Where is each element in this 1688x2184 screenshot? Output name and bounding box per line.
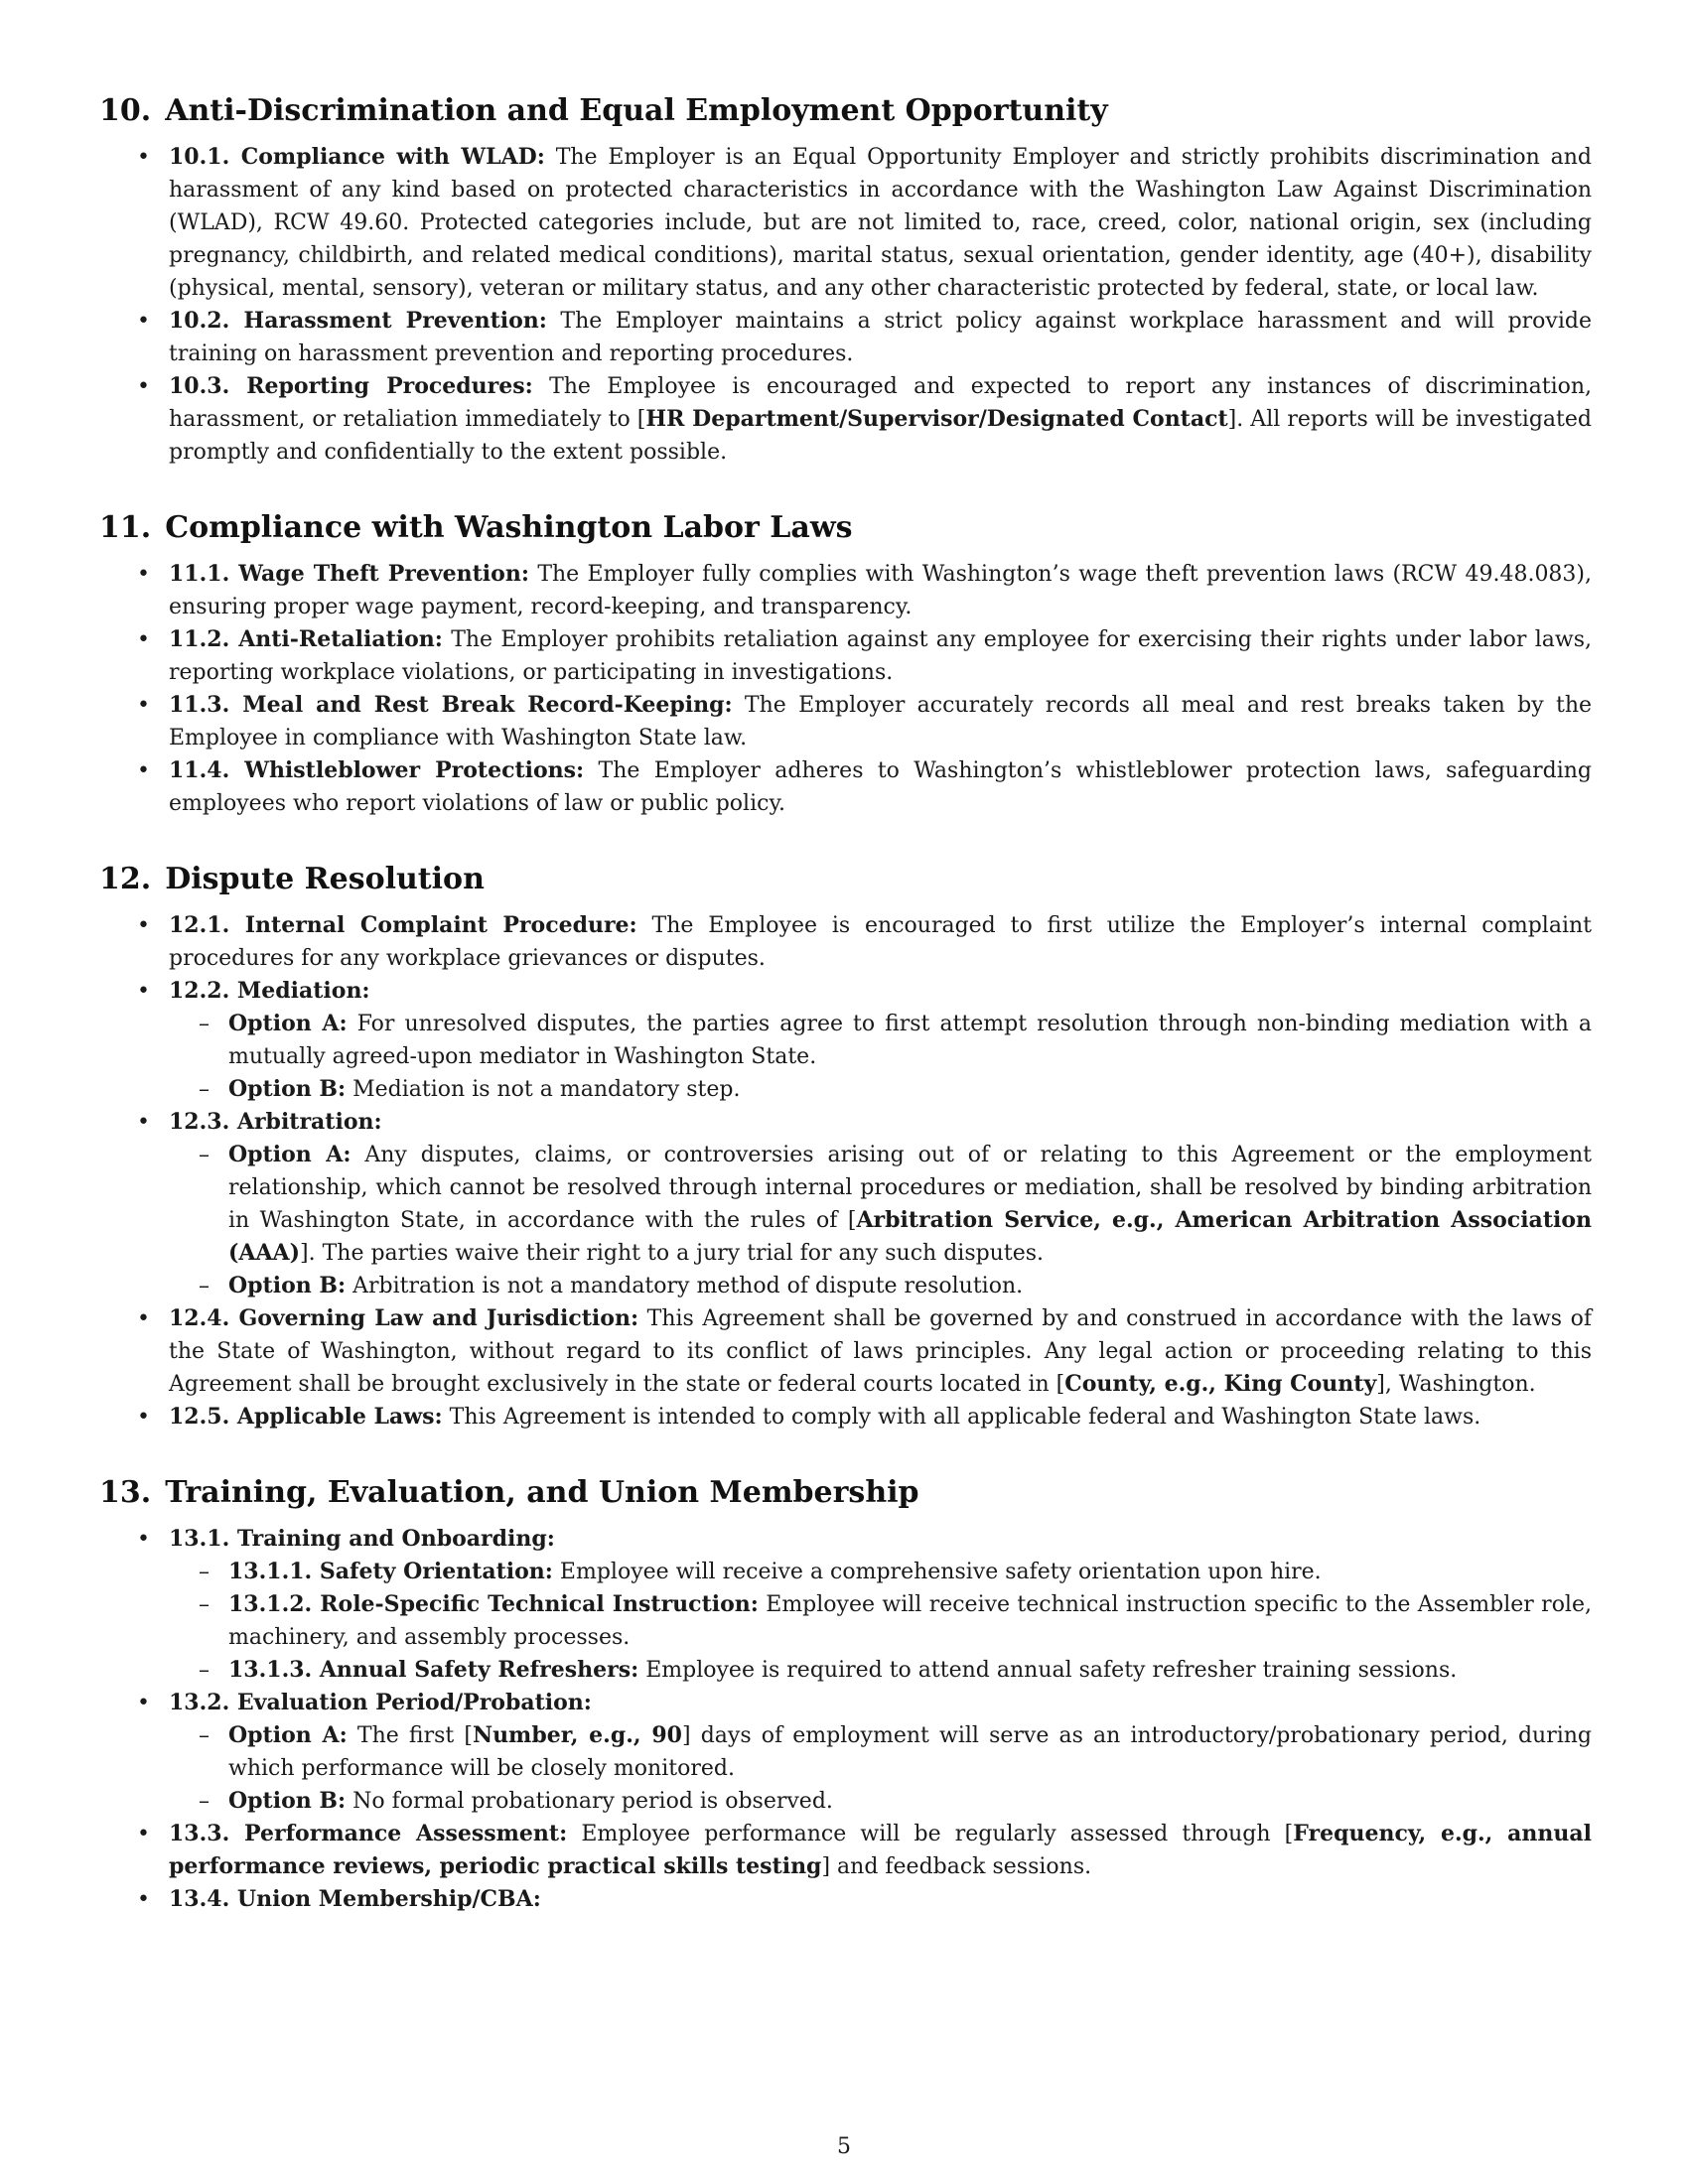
option-list: [169, 1139, 1592, 1302]
subclause-label: 13.1.1. Safety Orientation:: [228, 1559, 553, 1584]
clause-label: 11.2. Anti-Retaliation:: [169, 626, 443, 652]
clause-13-1: [99, 1523, 1592, 1687]
section-heading: [99, 508, 1592, 548]
clause-text: This Agreement shall be governed by and construed in accordance with the laws of the State of Washington, without regard to its conflict of laws principles. Any legal action or proceeding relating to this Agreement shall be brought exclusively in the state or federal courts located in [: [169, 1306, 1593, 1397]
clause-text: This Agreement is intended to comply with all applicable federal and Washington State laws.: [449, 1405, 1481, 1430]
clause-label: 10.1. Compliance with WLAD:: [169, 144, 545, 170]
clause-12-2: [99, 975, 1592, 1106]
clause-label: 12.4. Governing Law and Jurisdiction:: [169, 1305, 639, 1331]
option-list: [169, 1719, 1592, 1818]
subclause-13-1-2: [169, 1588, 1592, 1654]
subclause-label: 13.1.3. Annual Safety Refreshers:: [228, 1657, 639, 1683]
document-body: [99, 91, 1592, 1956]
clause-label: 11.3. Meal and Rest Break Record-Keeping:: [169, 692, 733, 718]
option-text: ]. The parties waive their right to a jury trial for any such disputes.: [300, 1241, 1044, 1266]
clause-text: The Employee is encouraged and expected to report any instances of discrimination, harassment, or retaliation immediately to [: [169, 374, 1593, 432]
clause-text: Employee performance will be regularly assessed through [: [581, 1822, 1294, 1846]
clause-text: The Employer adheres to Washington’s whistleblower protection laws, safeguarding employees who report violations of law or public policy.: [169, 758, 1592, 816]
clause-11-3: [99, 689, 1592, 754]
clause-label: 10.3. Reporting Procedures:: [169, 373, 533, 399]
placeholder-field: County, e.g., King County: [1064, 1371, 1377, 1397]
option-label: Option B:: [228, 1788, 347, 1814]
subclause-text: Employee will receive a comprehensive safety orientation upon hire.: [559, 1560, 1322, 1584]
option-b: [169, 1270, 1592, 1302]
section-title: Anti-Discrimination and Equal Employment Opportunity: [165, 93, 1108, 128]
section-number: 12.: [99, 862, 152, 896]
clause-13-2: [99, 1687, 1592, 1818]
subclause-list: [169, 1556, 1592, 1687]
section-12: [99, 860, 1592, 1433]
clause-12-3: [99, 1106, 1592, 1302]
section-11: [99, 508, 1592, 820]
clause-text: The Employer is an Equal Opportunity Employer and strictly prohibits discrimination and harassment of any kind based on protected characteristics in accordance with the Washington Law Against Discrimination (WLAD), RCW 49.60. Protected categories include, but are not limited to, race, creed, color, national origin, sex (including pregnancy, childbirth, and related medical conditions), marital status, sexual orientation, gender identity, age (40+), disability (physical, mental, sensory), veteran or military status, and any other characteristic protected by federal, state, or local law.: [169, 145, 1592, 301]
placeholder-field: HR Department/Supervisor/Designated Contact: [645, 406, 1228, 432]
page-number: 5: [837, 2134, 851, 2159]
subclause-13-1-1: [169, 1556, 1592, 1588]
clause-11-1: [99, 558, 1592, 623]
clause-text: ], Washington.: [1376, 1372, 1536, 1397]
clause-text: The Employer accurately records all meal and rest breaks taken by the Employee in compliance with Washington State law.: [169, 693, 1593, 751]
subclause-label: 13.1.2. Role-Specific Technical Instruction:: [228, 1591, 759, 1617]
clause-label: 12.2. Mediation:: [169, 978, 370, 1004]
subclause-13-1-3: [169, 1654, 1592, 1687]
section-number: 13.: [99, 1475, 152, 1510]
section-13: [99, 1473, 1592, 1916]
clause-label: 12.1. Internal Complaint Procedure:: [169, 912, 637, 938]
clause-list: [99, 141, 1592, 469]
clause-label: 10.2. Harassment Prevention:: [169, 308, 547, 334]
option-label: Option B:: [228, 1273, 347, 1298]
clause-12-1: [99, 909, 1592, 975]
option-text: ] days of employment will serve as an introductory/probationary period, during which performance will be closely monitored.: [228, 1723, 1593, 1781]
clause-text: The Employee is encouraged to first utilize the Employer’s internal complaint procedures for any workplace grievances or disputes.: [169, 913, 1592, 971]
clause-12-4: [99, 1302, 1592, 1401]
subclause-text: Employee is required to attend annual safety refresher training sessions.: [645, 1658, 1458, 1683]
section-10: [99, 91, 1592, 469]
clause-11-4: [99, 754, 1592, 820]
option-a: [169, 1719, 1592, 1785]
subclause-text: Employee will receive technical instruction specific to the Assembler role, machinery, and assembly processes.: [228, 1592, 1592, 1650]
section-title: Dispute Resolution: [165, 862, 485, 896]
clause-10-1: [99, 141, 1592, 305]
section-heading: [99, 860, 1592, 899]
section-number: 11.: [99, 510, 152, 545]
clause-list: [99, 558, 1592, 820]
clause-label: 13.2. Evaluation Period/Probation:: [169, 1690, 592, 1715]
clause-13-3: [99, 1818, 1592, 1883]
clause-label: 11.4. Whistleblower Protections:: [169, 757, 585, 783]
clause-label: 13.4. Union Membership/CBA:: [169, 1886, 541, 1912]
section-number: 10.: [99, 93, 152, 128]
option-label: Option B:: [228, 1076, 347, 1102]
clause-10-3: [99, 370, 1592, 469]
option-text: Any disputes, claims, or controversies arising out of or relating to this Agreement or the employment relationship, which cannot be resolved through internal procedures or mediation, shall be resolved by binding arbitration in Washington State, in accordance with the rules of [: [228, 1143, 1592, 1233]
option-text: For unresolved disputes, the parties agree to first attempt resolution through non-binding mediation with a mutually agreed-upon mediator in Washington State.: [228, 1012, 1592, 1069]
clause-label: 13.3. Performance Assessment:: [169, 1821, 568, 1846]
clause-text: ] and feedback sessions.: [821, 1854, 1092, 1879]
option-b: [169, 1073, 1592, 1106]
placeholder-field: Arbitration Service, e.g., American Arbitration Association (AAA): [228, 1207, 1593, 1266]
clause-text: The Employer fully complies with Washington’s wage theft prevention laws (RCW 49.48.083), ensuring proper wage payment, record-keeping, and transparency.: [169, 562, 1593, 619]
clause-list: [99, 1523, 1592, 1916]
clause-label: 12.5. Applicable Laws:: [169, 1404, 443, 1430]
clause-11-2: [99, 623, 1592, 689]
option-list: [169, 1008, 1592, 1106]
clause-label: 13.1. Training and Onboarding:: [169, 1526, 555, 1552]
section-title: Training, Evaluation, and Union Membership: [165, 1475, 919, 1510]
option-label: Option A:: [228, 1142, 352, 1167]
placeholder-field: Number, e.g., 90: [472, 1722, 682, 1748]
option-label: Option A:: [228, 1722, 348, 1748]
clause-10-2: [99, 305, 1592, 370]
clause-text: The Employer maintains a strict policy against workplace harassment and will provide training on harassment prevention and reporting procedures.: [169, 309, 1592, 366]
option-text: No formal probationary period is observed.: [352, 1789, 833, 1814]
option-label: Option A:: [228, 1011, 348, 1036]
option-text: The first [: [356, 1723, 473, 1748]
clause-text: ]. All reports will be investigated promptly and confidentially to the extent possible.: [169, 407, 1592, 465]
option-b: [169, 1785, 1592, 1818]
section-heading: [99, 91, 1592, 131]
option-text: Arbitration is not a mandatory method of dispute resolution.: [352, 1274, 1024, 1298]
clause-text: The Employer prohibits retaliation against any employee for exercising their rights under labor laws, reporting workplace violations, or participating in investigations.: [169, 627, 1593, 685]
option-text: Mediation is not a mandatory step.: [352, 1077, 741, 1102]
clause-12-5: [99, 1401, 1592, 1433]
section-title: Compliance with Washington Labor Laws: [165, 510, 853, 545]
clause-13-4: [99, 1883, 1592, 1916]
option-a: [169, 1139, 1592, 1270]
option-a: [169, 1008, 1592, 1073]
placeholder-field: Frequency, e.g., annual performance reviews, periodic practical skills testing: [169, 1821, 1592, 1879]
clause-label: 11.1. Wage Theft Prevention:: [169, 561, 529, 587]
section-heading: [99, 1473, 1592, 1513]
clause-label: 12.3. Arbitration:: [169, 1109, 382, 1135]
clause-list: [99, 909, 1592, 1433]
